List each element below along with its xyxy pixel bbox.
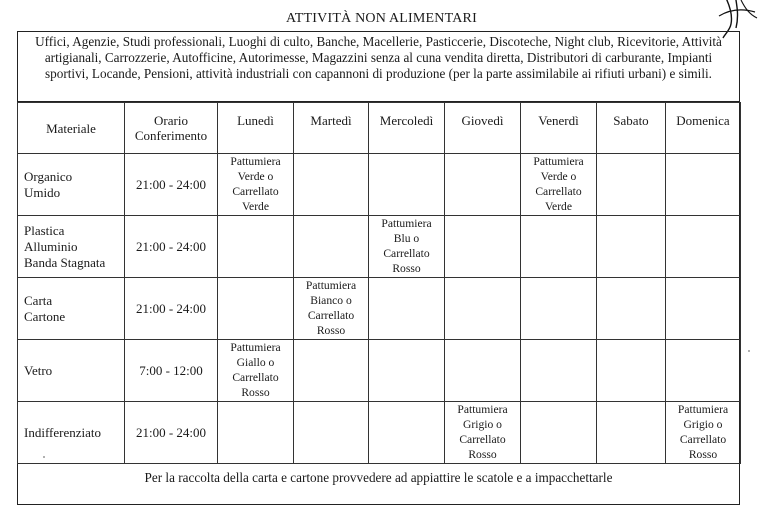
- header-day: Mercoledì: [369, 103, 445, 154]
- table-row: [18, 278, 741, 340]
- table-row: [18, 216, 741, 278]
- activities-description: Uffici, Agenzie, Studi professionali, Luoghi di culto, Banche, Macellerie, Pasticcerie, Discoteche, Night club, Ricevitorie, Attività artigianali, Carrozzerie, Autofficine, Autorimesse, Magazzini senza al cuna vendita diretta, Distributori di carburante, Impianti sportivi, Locande, Pensioni, attività industriali con capannoni di produzione (per la parte assimilabile ai rifiuti urbani) e simili.: [18, 33, 739, 102]
- day-cell: [597, 278, 666, 340]
- day-cell: [445, 154, 521, 216]
- table-row: [18, 402, 741, 464]
- day-cell: [445, 216, 521, 278]
- day-cell: [294, 402, 369, 464]
- collection-schedule-table: [17, 102, 741, 464]
- table-row: [18, 154, 741, 216]
- hours-cell: 7:00 - 12:00: [125, 340, 218, 402]
- cardboard-note: Per la raccolta della carta e cartone provvedere ad appiattire le scatole e a impacchettarle: [144, 470, 613, 485]
- day-cell: [597, 402, 666, 464]
- day-cell: [521, 278, 597, 340]
- day-cell: [521, 216, 597, 278]
- material-cell: Plastica Alluminio Banda Stagnata: [18, 216, 125, 278]
- header-day: Sabato: [597, 103, 666, 154]
- header-day: Martedì: [294, 103, 369, 154]
- day-cell: [597, 216, 666, 278]
- day-cell: [369, 402, 445, 464]
- day-cell: [218, 402, 294, 464]
- hours-cell: 21:00 - 24:00: [125, 278, 218, 340]
- day-cell: [666, 278, 741, 340]
- material-cell: Indifferenziato: [18, 402, 125, 464]
- hours-cell: 21:00 - 24:00: [125, 154, 218, 216]
- material-cell: Vetro: [18, 340, 125, 402]
- day-cell: [369, 340, 445, 402]
- header-day: Giovedì: [445, 103, 521, 154]
- hours-cell: 21:00 - 24:00: [125, 402, 218, 464]
- scan-speck: [43, 456, 45, 458]
- header-day: Venerdì: [521, 103, 597, 154]
- day-cell: [597, 340, 666, 402]
- day-cell: [445, 278, 521, 340]
- material-cell: Carta Cartone: [18, 278, 125, 340]
- day-cell: Pattumiera Verde o Carrellato Verde: [218, 154, 294, 216]
- hours-cell: 21:00 - 24:00: [125, 216, 218, 278]
- day-cell: Pattumiera Bianco o Carrellato Rosso: [294, 278, 369, 340]
- day-cell: Pattumiera Grigio o Carrellato Rosso: [445, 402, 521, 464]
- day-cell: [666, 340, 741, 402]
- day-cell: Pattumiera Grigio o Carrellato Rosso: [666, 402, 741, 464]
- day-cell: [445, 340, 521, 402]
- day-cell: [666, 216, 741, 278]
- day-cell: [218, 278, 294, 340]
- header-schedule: Orario Conferimento: [125, 103, 218, 154]
- header-day: Domenica: [666, 103, 741, 154]
- material-cell: Organico Umido: [18, 154, 125, 216]
- header-day: Lunedì: [218, 103, 294, 154]
- day-cell: [369, 154, 445, 216]
- day-cell: Pattumiera Giallo o Carrellato Rosso: [218, 340, 294, 402]
- day-cell: [294, 154, 369, 216]
- day-cell: [369, 278, 445, 340]
- scan-speck: [748, 350, 750, 352]
- day-cell: Pattumiera Blu o Carrellato Rosso: [369, 216, 445, 278]
- table-header-row: [18, 103, 741, 154]
- day-cell: [666, 154, 741, 216]
- day-cell: Pattumiera Verde o Carrellato Verde: [521, 154, 597, 216]
- day-cell: [597, 154, 666, 216]
- day-cell: [521, 402, 597, 464]
- day-cell: [521, 340, 597, 402]
- header-material: Materiale: [18, 103, 125, 154]
- table-row: [18, 340, 741, 402]
- document-title: ATTIVITÀ NON ALIMENTARI: [286, 11, 477, 26]
- day-cell: [218, 216, 294, 278]
- day-cell: [294, 340, 369, 402]
- day-cell: [294, 216, 369, 278]
